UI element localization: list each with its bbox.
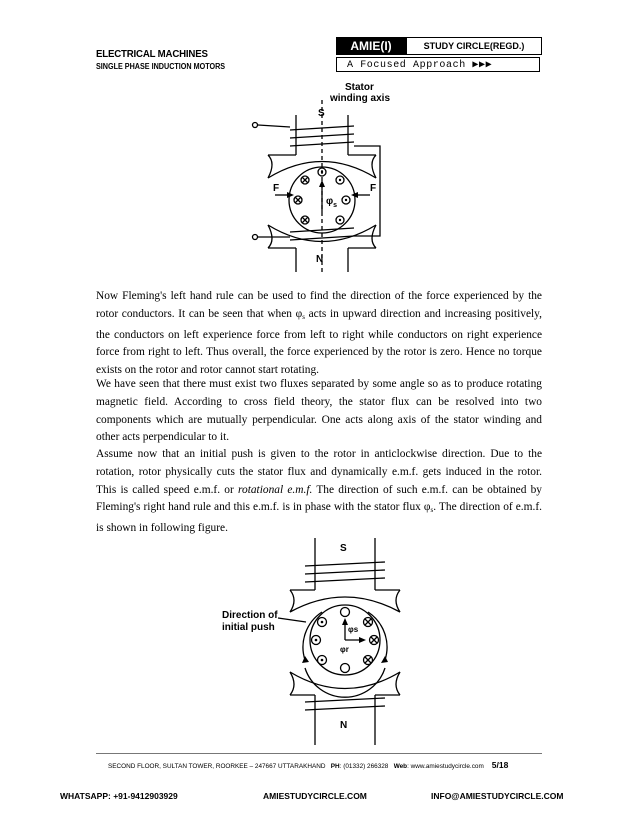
axis-label-line1: Stator [345,82,374,93]
flux-r-label: φr [340,645,349,654]
chapter-title: SINGLE PHASE INDUCTION MOTORS [96,62,226,71]
subject-title: ELECTRICAL MACHINES [96,48,208,60]
flux-s-label: φs [348,625,359,634]
footer-divider [96,753,542,754]
paragraph-cross-field: We have seen that there must exist two fluxes separated by some angle so as to produce rotating magnetic field. According to cross field theory, the stator flux can be resolved into two components which are mutually perpendicular. One acts along axis of the stator winding and other acts perpendicular to it. [96,378,542,444]
fig2-pole-top: S [340,543,347,554]
push-label-line2: initial push [222,622,275,633]
tagline: A Focused Approach ▶▶▶ [336,57,540,72]
flux-symbol: $\varphi_s$ [326,196,338,209]
pole-bottom-label: N [316,254,324,265]
whatsapp-contact: WHATSAPP: +91-9412903929 [60,791,178,801]
push-label-line1: Direction of [222,610,278,621]
email-link[interactable]: INFO@AMIESTUDYCIRCLE.COM [431,791,564,801]
pole-top-label: S [318,108,325,119]
paragraph-force: Now Fleming's left hand rule can be used to find the direction of the force experienced by the rotor conductors. It can be seen that when $\varphi_s$ acts in upward direction and increasing positively, the conductors on left experience force from left to right while conductors on right experience force from right to left. Thus overall, the force experienced by the rotor is zero. Hence no torque exists on the rotor and rotor cannot start rotating. [96,290,542,377]
institute-badge: STUDY CIRCLE(REGD.) [406,37,542,55]
fig2-pole-bottom: N [340,720,348,731]
paragraph-initial-push: Assume now that an initial push is given to the rotor in anticlockwise direction. Due to the rotation, rotor physically cuts the stator flux and dynamically e.m.f. gets induced in the rotor. This is called speed e.m.f. or rotational e.m.f. The direction of such e.m.f. can be obtained by Fleming's right hand rule and this e.m.f. is in phase with the stator flux $\varphi_s$. The direction of e.m.f. is shown in following figure. [96,448,542,535]
axis-label-line2: winding axis [330,93,391,104]
footer-address-line: SECOND FLOOR, SULTAN TOWER, ROORKEE – 247667 UTTARAKHAND PH: (01332) 266328 Web: www.amiestudycircle.com 5/18 [108,760,509,770]
website-link[interactable]: AMIESTUDYCIRCLE.COM [263,791,367,801]
force-right-label: F [370,183,377,194]
page-number: 5/18 [491,760,509,770]
brand-badge: AMIE(I) [336,37,406,55]
force-left-label: F [273,183,280,194]
